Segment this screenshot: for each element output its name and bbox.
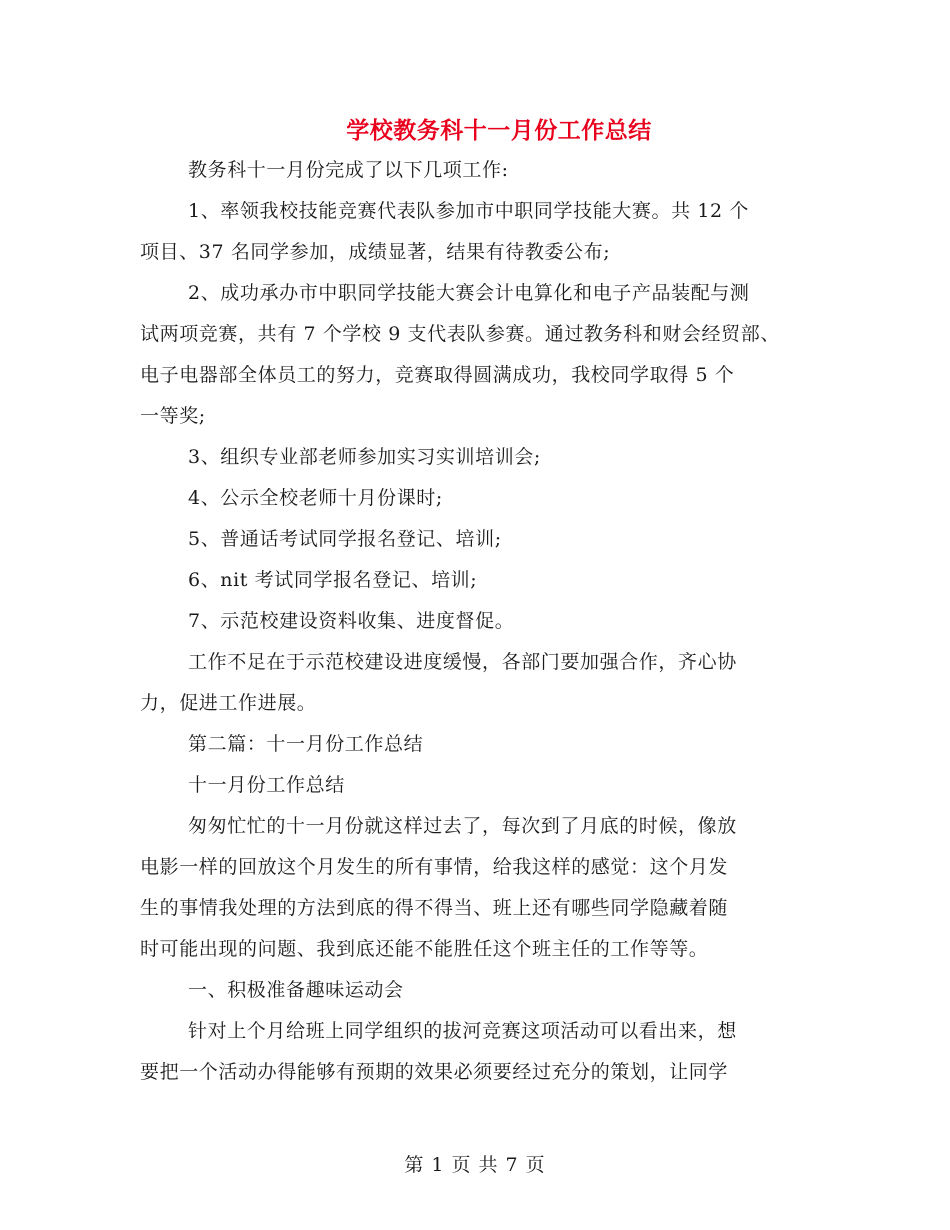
body-line: 电影一样的回放这个月发生的所有事情，给我这样的感觉：这个月发 [140,856,729,878]
section-heading: 第二篇：十一月份工作总结 [188,733,424,755]
document-title: 学校教务科十一月份工作总结 [346,117,652,144]
body-line: 生的事情我处理的方法到底的得不得当、班上还有哪些同学隐藏着随 [140,897,729,919]
document-body [140,150,830,1093]
body-line: 4、公示全校老师十月份课时; [188,487,443,509]
body-line: 5、普通话考试同学报名登记、培训; [188,528,502,550]
body-line: 电子电器部全体员工的努力，竞赛取得圆满成功，我校同学取得 5 个 [140,364,735,386]
body-line: 匆匆忙忙的十一月份就这样过去了，每次到了月底的时候，像放 [188,815,737,837]
body-line: 针对上个月给班上同学组织的拔河竞赛这项活动可以看出来，想 [188,1020,737,1042]
body-line: 6、nit 考试同学报名登记、培训; [188,569,478,591]
body-line: 1、率领我校技能竞赛代表队参加市中职同学技能大赛。共 12 个 [188,200,749,222]
page-footer: 第 1 页 共 7 页 [404,1154,546,1176]
body-line: 教务科十一月份完成了以下几项工作: [188,159,509,181]
body-line: 一等奖; [140,405,206,427]
body-line: 试两项竞赛，共有 7 个学校 9 支代表队参赛。通过教务科和财会经贸部、 [140,323,780,345]
body-line: 力，促进工作进展。 [140,692,317,714]
body-line: 3、组织专业部老师参加实习实训培训会; [188,446,541,468]
section-heading: 十一月份工作总结 [188,774,345,796]
body-line: 7、示范校建设资料收集、进度督促。 [188,610,515,632]
body-line: 时可能出现的问题、我到底还能不能胜任这个班主任的工作等等。 [140,938,709,960]
body-line: 工作不足在于示范校建设进度缓慢，各部门要加强合作，齐心协 [188,651,737,673]
body-line: 2、成功承办市中职同学技能大赛会计电算化和电子产品装配与测 [188,282,750,304]
section-heading: 一、积极准备趣味运动会 [188,979,404,1001]
body-line: 要把一个活动办得能够有预期的效果必须要经过充分的策划，让同学 [140,1061,729,1083]
body-line: 项目、37 名同学参加，成绩显著，结果有待教委公布; [140,241,611,263]
